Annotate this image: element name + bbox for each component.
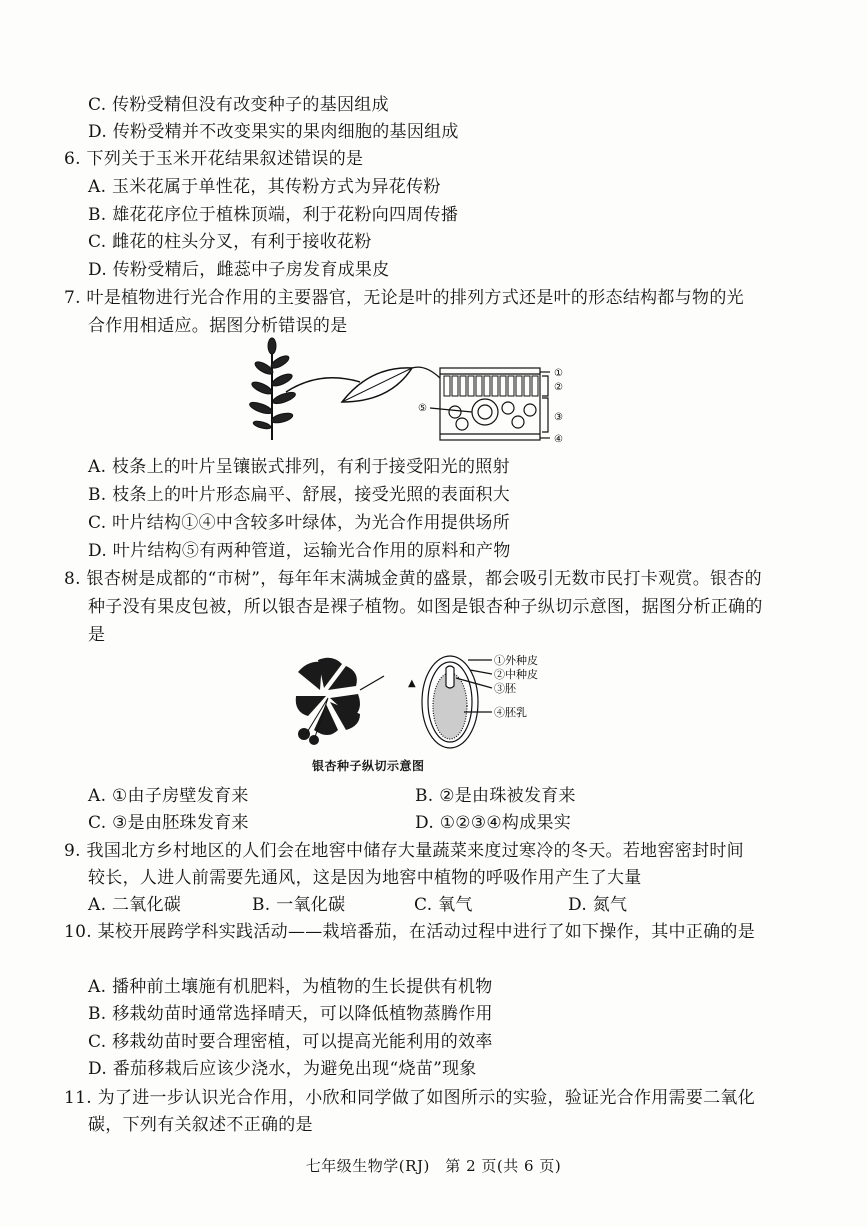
q9-option-d: D. 氮气	[568, 895, 628, 915]
option-d: D. 传粉受精并不改变果实的果肉细胞的基因组成	[88, 122, 459, 142]
page-footer: 七年级生物学(RJ) 第 2 页(共 6 页)	[305, 1157, 562, 1175]
question-10-stem: 10. 某校开展跨学科实践活动——栽培番茄，在活动过程中进行了如下操作，其中正确的是	[64, 922, 756, 942]
q8-option-d: D. ①②③④构成果实	[415, 813, 572, 833]
question-7-stem-line1: 7. 叶是植物进行光合作用的主要器官，无论是叶的排列方式还是叶的形态结构都与物的光	[64, 288, 744, 308]
ginkgo-leaves-drawing	[296, 658, 360, 745]
label-2: ②	[554, 382, 563, 393]
svg-text:▲: ▲	[408, 678, 416, 689]
q7-option-b: B. 枝条上的叶片形态扁平、舒展，接受光照的表面积大	[88, 485, 511, 505]
q10-option-b: B. 移栽幼苗时通常选择晴天，可以降低植物蒸腾作用	[88, 1004, 493, 1024]
question-8-stem-line3: 是	[88, 625, 106, 645]
q6-option-b: B. 雄花花序位于植株顶端，利于花粉向四周传播	[88, 205, 459, 225]
question-7-stem-line2: 合作用相适应。据图分析错误的是	[88, 316, 348, 336]
q8-option-b: B. ②是由珠被发育来	[415, 786, 576, 806]
label-3: ③	[554, 412, 563, 423]
label-endosperm: ④胚乳	[494, 706, 527, 719]
seed-section	[422, 656, 492, 748]
q9-option-b: B. 一氧化碳	[252, 895, 346, 915]
q7-option-c: C. 叶片结构①④中含较多叶绿体，为光合作用提供场所	[88, 513, 511, 533]
label-embryo: ③胚	[494, 682, 516, 695]
q9-option-c: C. 氧气	[414, 895, 473, 915]
label-4: ④	[554, 434, 563, 445]
q7-option-d: D. 叶片结构⑤有两种管道，运输光合作用的原料和产物	[88, 541, 511, 561]
q6-option-c: C. 雌花的柱头分叉，有利于接收花粉	[88, 232, 372, 252]
option-c: C. 传粉受精但没有改变种子的基因组成	[88, 95, 389, 115]
leaf-structure-figure	[250, 340, 580, 450]
q6-option-a: A. 玉米花属于单性花，其传粉方式为异花传粉	[88, 177, 441, 197]
q10-option-c: C. 移栽幼苗时要合理密植，可以提高光能利用的效率	[88, 1032, 493, 1052]
label-1: ①	[554, 368, 563, 379]
question-6-stem: 6. 下列关于玉米开花结果叙述错误的是	[64, 149, 364, 169]
q8-option-c: C. ③是由胚珠发育来	[88, 813, 249, 833]
q9-option-a: A. 二氧化碳	[88, 895, 182, 915]
label-middle-seed-coat: ②中种皮	[494, 668, 538, 681]
figure-caption: 银杏种子纵切示意图	[312, 759, 425, 773]
question-11-stem-line2: 碳，下列有关叙述不正确的是	[88, 1115, 313, 1135]
label-5: ⑤	[418, 403, 427, 414]
q10-option-a: A. 播种前土壤施有机肥料，为植物的生长提供有机物	[88, 977, 493, 997]
question-8-stem-line1: 8. 银杏树是成都的“市树”，每年年末满城金黄的盛景，都会吸引无数市民打卡观赏。银杏的	[64, 569, 762, 589]
q8-option-a: A. ①由子房壁发育来	[88, 786, 249, 806]
q7-option-a: A. 枝条上的叶片呈镶嵌式排列，有利于接受阳光的照射	[88, 457, 510, 477]
label-outer-seed-coat: ①外种皮	[494, 654, 538, 667]
q10-option-d: D. 番茄移栽后应该少浇水，为避免出现“烧苗”现象	[88, 1059, 477, 1079]
q6-option-d: D. 传粉受精后，雌蕊中子房发育成果皮	[88, 260, 390, 280]
ginkgo-figure	[280, 650, 580, 755]
question-9-stem-line2: 较长，人进人前需要先通风，这是因为地窖中植物的呼吸作用产生了大量	[88, 868, 642, 888]
question-8-stem-line2: 种子没有果皮包被，所以银杏是裸子植物。如图是银杏种子纵切示意图，据图分析正确的	[88, 597, 763, 617]
question-11-stem-line1: 11. 为了进一步认识光合作用，小欣和同学做了如图所示的实验，验证光合作用需要二氧化	[64, 1088, 756, 1108]
leaf-cross-section	[430, 368, 550, 440]
question-9-stem-line1: 9. 我国北方乡村地区的人们会在地窖中储存大量蔬菜来度过寒冷的冬天。若地窖密封时间	[64, 841, 744, 861]
branch-drawing	[248, 338, 296, 440]
